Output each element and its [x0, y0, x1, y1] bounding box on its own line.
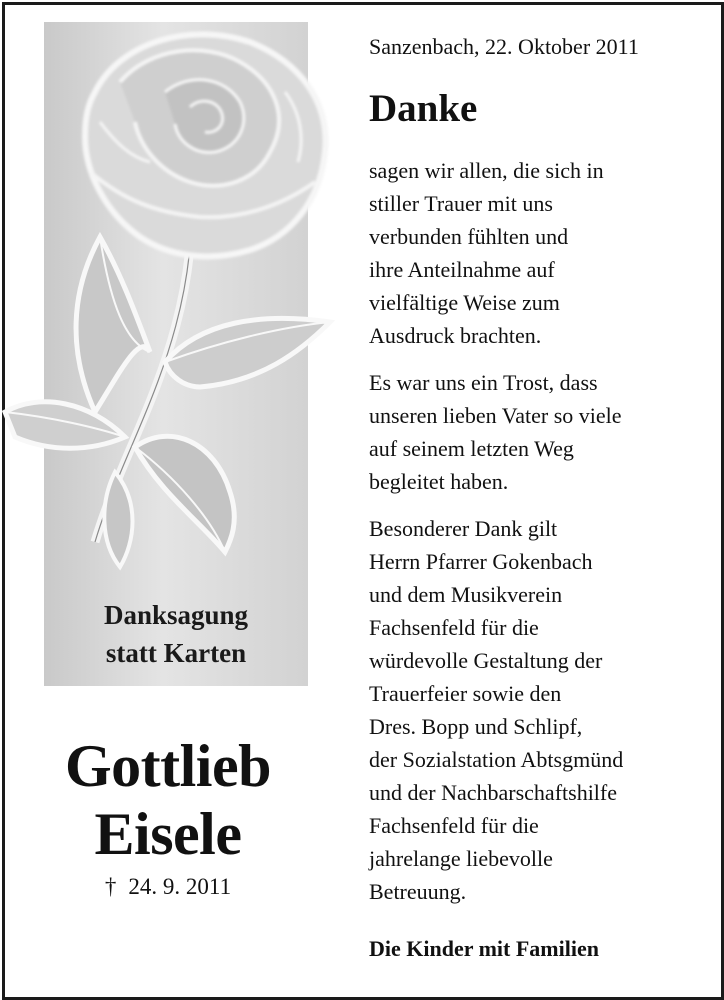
- first-name: Gottlieb: [65, 733, 271, 799]
- paragraph-line: verbunden fühlten und: [369, 224, 569, 249]
- paragraph-line: der Sozialstation Abtsgmünd: [369, 747, 624, 772]
- paragraph-line: Ausdruck brachten.: [369, 323, 542, 348]
- paragraph-line: und der Nachbarschaftshilfe: [369, 780, 618, 805]
- last-name: Eisele: [94, 801, 242, 867]
- paragraph-special-thanks: [369, 512, 709, 908]
- paragraph-line: unseren lieben Vater so viele: [369, 403, 622, 428]
- message-column: [369, 32, 709, 964]
- paragraph-thanks: [369, 154, 709, 352]
- panel-caption-line-2: statt Karten: [105, 638, 247, 668]
- signature: Die Kinder mit Familien: [369, 936, 599, 961]
- paragraph-line: Dres. Bopp und Schlipf,: [369, 714, 583, 739]
- paragraph-line: Fachsenfeld für die: [369, 813, 539, 838]
- rose-illustration: [0, 22, 340, 582]
- paragraph-line: auf seinem letzten Weg: [369, 436, 574, 461]
- place-date: Sanzenbach, 22. Oktober 2011: [369, 34, 639, 59]
- paragraph-line: Betreuung.: [369, 879, 467, 904]
- paragraph-comfort: [369, 366, 709, 498]
- paragraph-line: würdevolle Gestaltung der: [369, 648, 603, 673]
- cross-icon: †: [104, 874, 117, 899]
- panel-caption-line-1: Danksagung: [103, 600, 249, 630]
- paragraph-line: sagen wir allen, die sich in: [369, 158, 604, 183]
- paragraph-line: jahrelange liebevolle: [369, 846, 553, 871]
- paragraph-line: stiller Trauer mit uns: [369, 191, 553, 216]
- paragraph-line: vielfältige Weise zum: [369, 290, 560, 315]
- death-date: 24. 9. 2011: [128, 874, 232, 899]
- paragraph-line: Herrn Pfarrer Gokenbach: [369, 549, 593, 574]
- paragraph-line: und dem Musikverein: [369, 582, 563, 607]
- deceased-name: [0, 732, 336, 868]
- paragraph-line: begleitet haben.: [369, 469, 509, 494]
- paragraph-line: Trauerfeier sowie den: [369, 681, 562, 706]
- paragraph-line: ihre Anteilnahme auf: [369, 257, 555, 282]
- heading: Danke: [369, 87, 478, 130]
- panel-caption: [44, 596, 308, 672]
- paragraph-line: Besonderer Dank gilt: [369, 516, 558, 541]
- paragraph-line: Es war uns ein Trost, dass: [369, 370, 598, 395]
- death-date-line: [0, 874, 336, 900]
- paragraph-line: Fachsenfeld für die: [369, 615, 539, 640]
